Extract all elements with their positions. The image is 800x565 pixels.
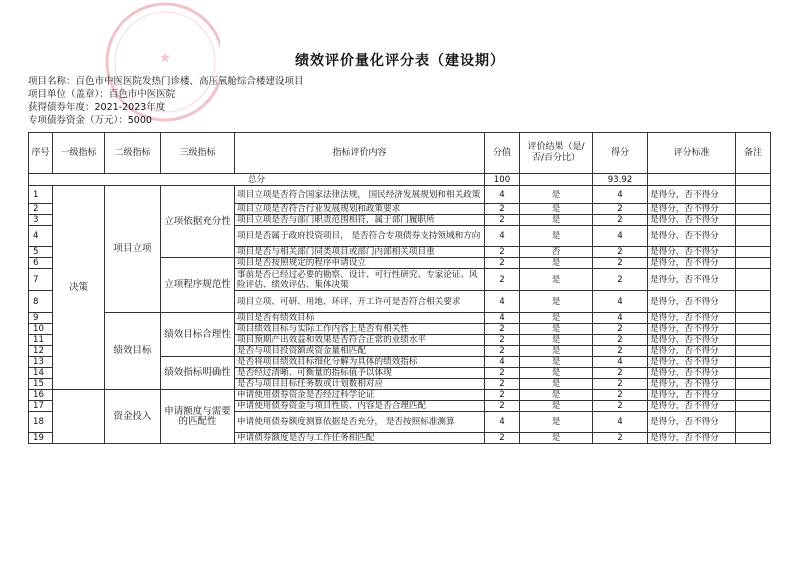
standard-cell: 是得分，否不得分 — [648, 412, 736, 433]
total-note — [736, 174, 771, 186]
standard-cell: 是得分，否不得分 — [648, 226, 736, 247]
note-cell — [736, 433, 771, 444]
content-cell: 项目是否属于政府投资项目， 是否符合专项债券支持领域和方向 — [235, 226, 485, 247]
standard-cell: 是得分，否不得分 — [648, 204, 736, 215]
note-cell — [736, 247, 771, 258]
level2-cell: 资金投入 — [105, 390, 161, 444]
content-cell: 项目立项是否符合国家法律法规， 国民经济发展规划和相关政策 — [235, 186, 485, 204]
note-cell — [736, 346, 771, 357]
note-cell — [736, 291, 771, 313]
score-cell: 2 — [485, 258, 520, 269]
result-cell: 是 — [520, 269, 593, 291]
bond-fund-line — [28, 115, 152, 127]
standard-cell: 是得分，否不得分 — [648, 291, 736, 313]
content-cell: 是否与项目投资额或资金量相匹配 — [235, 346, 485, 357]
total-score: 100 — [485, 174, 520, 186]
got-cell: 2 — [593, 433, 648, 444]
header-row — [29, 133, 771, 174]
table-row — [29, 313, 771, 324]
score-cell: 2 — [485, 335, 520, 346]
result-cell: 是 — [520, 215, 593, 226]
level3-cell: 立项程序规范性 — [161, 258, 235, 313]
row-number: 13 — [29, 357, 53, 368]
meta-label: 项目名称： — [28, 76, 76, 87]
result-cell: 是 — [520, 335, 593, 346]
col-header: 一级指标 — [53, 133, 105, 174]
meta-label: 项目单位（盖章）： — [28, 89, 109, 100]
row-number: 12 — [29, 346, 53, 357]
standard-cell: 是得分，否不得分 — [648, 269, 736, 291]
content-cell: 项目是否按照规定的程序申请设立 — [235, 258, 485, 269]
content-cell: 项目绩效目标与实际工作内容上是否有相关性 — [235, 324, 485, 335]
got-cell: 2 — [593, 379, 648, 390]
row-number: 3 — [29, 215, 53, 226]
evaluation-table — [28, 132, 771, 444]
result-cell: 是 — [520, 258, 593, 269]
got-cell: 2 — [593, 269, 648, 291]
content-cell: 项目是否有绩效目标 — [235, 313, 485, 324]
result-cell: 是 — [520, 313, 593, 324]
meta-label: 获得债券年度： — [28, 102, 95, 113]
got-cell: 4 — [593, 412, 648, 433]
result-cell: 是 — [520, 226, 593, 247]
row-number: 16 — [29, 390, 53, 401]
result-cell: 是 — [520, 204, 593, 215]
level2-cell: 绩效目标 — [105, 313, 161, 390]
col-header: 得分 — [593, 133, 648, 174]
score-cell: 4 — [485, 291, 520, 313]
project-unit-line — [28, 89, 175, 101]
got-cell: 2 — [593, 346, 648, 357]
level3-cell: 立项依据充分性 — [161, 186, 235, 258]
content-cell: 项目立项是否与部门职责范围相符，属于部门履职所 — [235, 215, 485, 226]
row-number: 1 — [29, 186, 53, 204]
got-cell: 2 — [593, 324, 648, 335]
score-cell: 4 — [485, 186, 520, 204]
row-number: 9 — [29, 313, 53, 324]
content-cell: 申请使用债券资金是否经过科学论证 — [235, 390, 485, 401]
content-cell: 项目立项是否符合行业发展规划和政策要求 — [235, 204, 485, 215]
row-number: 2 — [29, 204, 53, 215]
standard-cell: 是得分，否不得分 — [648, 401, 736, 412]
result-cell: 是 — [520, 379, 593, 390]
note-cell — [736, 269, 771, 291]
score-cell: 2 — [485, 204, 520, 215]
score-cell: 2 — [485, 247, 520, 258]
note-cell — [736, 204, 771, 215]
note-cell — [736, 335, 771, 346]
content-cell: 是否与项目目标任务数或计划数相对应 — [235, 379, 485, 390]
col-header: 序号 — [29, 133, 53, 174]
note-cell — [736, 412, 771, 433]
meta-value: 百色市中医医院 — [108, 89, 176, 100]
standard-cell: 是得分，否不得分 — [648, 215, 736, 226]
level3-cell: 绩效指标明确性 — [161, 357, 235, 390]
content-cell: 申请使用债券额度测算依据是否充分， 是否按照标准测算 — [235, 412, 485, 433]
result-cell: 是 — [520, 357, 593, 368]
got-cell: 4 — [593, 186, 648, 204]
note-cell — [736, 368, 771, 379]
level1-cell: 决策 — [53, 186, 105, 390]
level3-cell: 绩效目标合理性 — [161, 313, 235, 357]
score-cell: 2 — [485, 433, 520, 444]
note-cell — [736, 313, 771, 324]
note-cell — [736, 357, 771, 368]
col-header: 评分标准 — [648, 133, 736, 174]
level3-cell: 申请额度与需要的匹配性 — [161, 390, 235, 444]
got-cell: 4 — [593, 357, 648, 368]
col-header: 三级指标 — [161, 133, 235, 174]
note-cell — [736, 390, 771, 401]
standard-cell: 是得分，否不得分 — [648, 313, 736, 324]
got-cell: 2 — [593, 368, 648, 379]
score-cell: 4 — [485, 226, 520, 247]
row-number: 5 — [29, 247, 53, 258]
note-cell — [736, 379, 771, 390]
row-number: 15 — [29, 379, 53, 390]
got-cell: 4 — [593, 313, 648, 324]
table-row — [29, 390, 771, 401]
note-cell — [736, 401, 771, 412]
score-cell: 4 — [485, 412, 520, 433]
score-cell: 4 — [485, 313, 520, 324]
svg-text:★: ★ — [158, 50, 172, 66]
result-cell: 是 — [520, 291, 593, 313]
standard-cell: 是得分，否不得分 — [648, 324, 736, 335]
note-cell — [736, 324, 771, 335]
content-cell: 申请使用债券资金与项目性质、内容是否合理匹配 — [235, 401, 485, 412]
row-number: 19 — [29, 433, 53, 444]
got-cell: 4 — [593, 226, 648, 247]
note-cell — [736, 215, 771, 226]
total-std — [648, 174, 736, 186]
row-number: 17 — [29, 401, 53, 412]
content-cell: 申请债券额度是否与工作任务相匹配 — [235, 433, 485, 444]
got-cell: 2 — [593, 401, 648, 412]
col-header: 备注 — [736, 133, 771, 174]
standard-cell: 是得分，否不得分 — [648, 247, 736, 258]
col-header: 指标评价内容 — [235, 133, 485, 174]
result-cell: 是 — [520, 346, 593, 357]
score-cell: 2 — [485, 269, 520, 291]
total-label: 总分 — [29, 174, 485, 186]
result-cell: 是 — [520, 433, 593, 444]
standard-cell: 是得分，否不得分 — [648, 379, 736, 390]
note-cell — [736, 258, 771, 269]
score-cell: 2 — [485, 215, 520, 226]
result-cell: 是 — [520, 324, 593, 335]
result-cell: 是 — [520, 412, 593, 433]
score-cell: 2 — [485, 390, 520, 401]
meta-value: 5000 — [127, 115, 152, 126]
got-cell: 2 — [593, 258, 648, 269]
content-cell: 项目立项、可研、用地、环评、开工许可是否符合相关要求 — [235, 291, 485, 313]
row-number: 7 — [29, 269, 53, 291]
content-cell: 是否将项目绩效目标细化分解为具体的绩效指标 — [235, 357, 485, 368]
col-header: 二级指标 — [105, 133, 161, 174]
result-cell: 是 — [520, 368, 593, 379]
table-row — [29, 186, 771, 204]
result-cell: 是 — [520, 390, 593, 401]
got-cell: 2 — [593, 215, 648, 226]
doc-title: 绩效评价量化评分表（建设期） — [295, 53, 505, 69]
note-cell — [736, 186, 771, 204]
score-cell: 2 — [485, 401, 520, 412]
bond-year-line — [28, 102, 165, 114]
content-cell: 事前是否已经过必要的勘察、设计、可行性研究、专家论证、风险评估、绩效评估、集体决策 — [235, 269, 485, 291]
col-header: 分值 — [485, 133, 520, 174]
row-number: 14 — [29, 368, 53, 379]
row-number: 6 — [29, 258, 53, 269]
total-row — [29, 174, 771, 186]
got-cell: 2 — [593, 247, 648, 258]
content-cell: 是否经过清晰、可衡量的指标值予以体现 — [235, 368, 485, 379]
total-result — [520, 174, 593, 186]
score-cell: 2 — [485, 379, 520, 390]
result-cell: 是 — [520, 186, 593, 204]
col-header: 评价结果（是/否/百分比） — [520, 133, 593, 174]
result-cell: 是 — [520, 401, 593, 412]
standard-cell: 是得分，否不得分 — [648, 390, 736, 401]
meta-value: 2021-2023年度 — [94, 102, 166, 113]
content-cell: 项目是否与相关部门同类项目或部门内部相关项目重 — [235, 247, 485, 258]
project-name-line — [28, 76, 304, 88]
total-got: 93.92 — [593, 174, 648, 186]
score-cell: 2 — [485, 346, 520, 357]
note-cell — [736, 226, 771, 247]
content-cell: 项目预期产出效益和效果是否符合正常的业绩水平 — [235, 335, 485, 346]
level2-cell: 项目立项 — [105, 186, 161, 313]
standard-cell: 是得分，否不得分 — [648, 368, 736, 379]
meta-value: 百色市中医医院发热门诊楼、高压氧舱综合楼建设项目 — [75, 76, 304, 87]
row-number: 8 — [29, 291, 53, 313]
standard-cell: 是得分，否不得分 — [648, 357, 736, 368]
got-cell: 2 — [593, 335, 648, 346]
standard-cell: 是得分，否不得分 — [648, 335, 736, 346]
row-number: 11 — [29, 335, 53, 346]
standard-cell: 是得分，否不得分 — [648, 258, 736, 269]
standard-cell: 是得分，否不得分 — [648, 346, 736, 357]
row-number: 10 — [29, 324, 53, 335]
got-cell: 4 — [593, 291, 648, 313]
result-cell: 否 — [520, 247, 593, 258]
row-number: 4 — [29, 226, 53, 247]
got-cell: 2 — [593, 204, 648, 215]
level1-cell — [53, 390, 105, 444]
score-cell: 2 — [485, 368, 520, 379]
got-cell: 2 — [593, 390, 648, 401]
row-number: 18 — [29, 412, 53, 433]
standard-cell: 是得分，否不得分 — [648, 186, 736, 204]
standard-cell: 是得分，否不得分 — [648, 433, 736, 444]
score-cell: 2 — [485, 324, 520, 335]
meta-label: 专项债券资金（万元）： — [28, 115, 128, 126]
score-cell: 4 — [485, 357, 520, 368]
